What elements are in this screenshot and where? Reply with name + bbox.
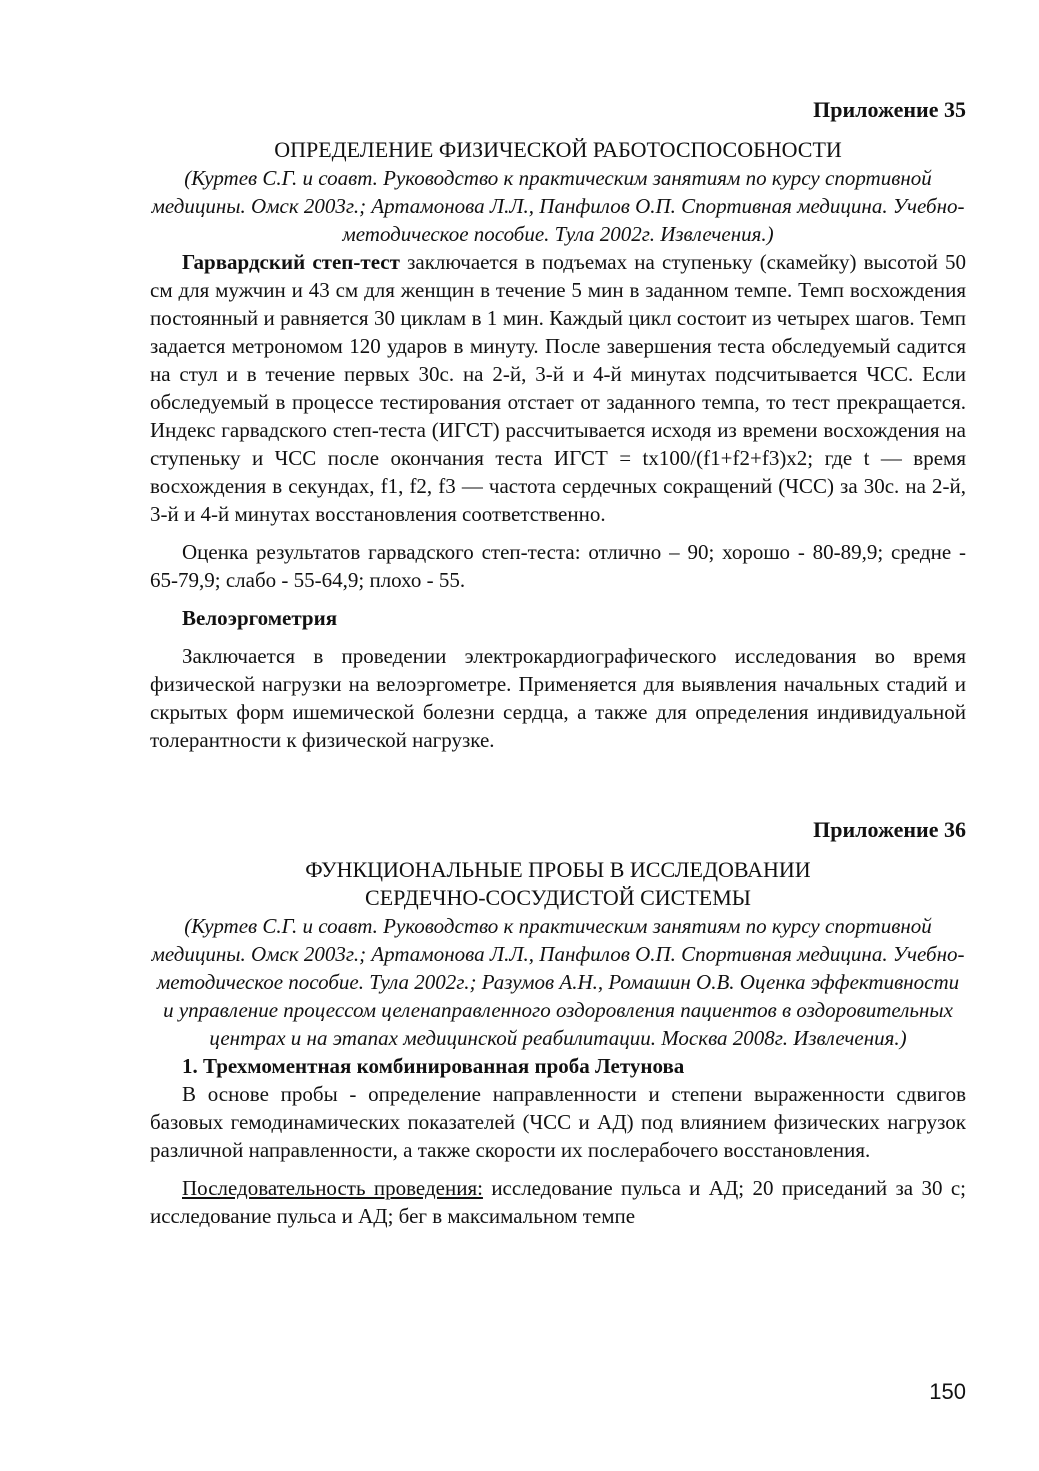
appendix-36-title-line2: СЕРДЕЧНО-СОСУДИСТОЙ СИСТЕМЫ bbox=[365, 885, 751, 910]
harvard-step-test-term: Гарвардский степ-тест bbox=[182, 250, 400, 274]
veloergometry-paragraph: Заключается в проведении электрокардиографического исследования во время физической нагрузки на велоэргометре. Применяется для выявления начальных стадий и скрытых форм ишемической болезни сердца, а также для определения индивидуальной толерантности к физической нагрузке. bbox=[150, 644, 966, 752]
appendix-36-source: (Куртев С.Г. и соавт. Руководство к практическим занятиям по курсу спортивной медицины. Омск 2003г.; Артамонова Л.Л., Панфилов О.П. Спортивная медицина. Учебно-методическое пособие. Тула 2002г.; Разумов А.Н., Ромашин О.В. Оценка эффективности и управление процессом целенаправленного оздоровления пациентов в оздоровительных центрах и на этапах медицинской реабилитации. Москва 2008г. Извлечения.) bbox=[151, 914, 965, 1050]
page-content bbox=[150, 96, 966, 1230]
harvard-step-test-paragraph bbox=[150, 248, 966, 528]
appendix-36-label: Приложение 36 bbox=[813, 817, 966, 842]
appendix-35-title: ОПРЕДЕЛЕНИЕ ФИЗИЧЕСКОЙ РАБОТОСПОСОБНОСТИ bbox=[274, 137, 842, 162]
sequence-paragraph bbox=[150, 1174, 966, 1230]
letunov-test-paragraph: В основе пробы - определение направленности и степени выраженности сдвигов базовых гемодинамических показателей (ЧСС и АД) под влиянием физических нагрузок различной направленности, а также скорости их послерабочего восстановления. bbox=[150, 1082, 966, 1162]
veloergometry-heading: Велоэргометрия bbox=[182, 606, 338, 630]
appendix-35-source: (Куртев С.Г. и соавт. Руководство к практическим занятиям по курсу спортивной медицины. Омск 2003г.; Артамонова Л.Л., Панфилов О.П. Спортивная медицина. Учебно-методическое пособие. Тула 2002г. Извлечения.) bbox=[151, 166, 965, 246]
appendix-36-title-line1: ФУНКЦИОНАЛЬНЫЕ ПРОБЫ В ИССЛЕДОВАНИИ bbox=[305, 857, 811, 882]
page-number: 150 bbox=[929, 1379, 966, 1404]
harvard-step-test-text: заключается в подъемах на ступеньку (скамейку) высотой 50 см для мужчин и 43 см для женщин в течение 5 мин в заданном темпе. Темп восхождения постоянный и равняется 30 циклам в 1 мин. Каждый цикл состоит из четырех шагов. Темп задается метрономом 120 ударов в минуту. После завершения теста обследуемый садится на стул и в течение первых 30с. на 2-й, 3-й и 4-й минутах подсчитывается ЧСС. Если обследуемый в процессе тестирования отстает от заданного темпа, то тест прекращается. Индекс гарвадского степ-теста (ИГСТ) рассчитывается исходя из времени восхождения на ступеньку и ЧСС после окончания теста ИГСТ = tх100/(f1+f2+f3)х2; где t — время восхождения в секундах, f1, f2, f3 — частота сердечных сокращений (ЧСС) за 30с. на 2-й, 3-й и 4-й минутах восстановления соответственно. bbox=[150, 250, 967, 526]
letunov-test-heading: 1. Трехмоментная комбинированная проба Летунова bbox=[182, 1054, 685, 1078]
sequence-text: исследование пульса и АД; 20 приседаний за 30 с; исследование пульса и АД; бег в максимальном темпе bbox=[150, 1176, 966, 1228]
evaluation-paragraph: Оценка результатов гарвадского степ-теста: отлично – 90; хорошо - 80-89,9; средне - 65-79,9; слабо - 55-64,9; плохо - 55. bbox=[150, 540, 966, 592]
appendix-35-label: Приложение 35 bbox=[813, 97, 966, 122]
sequence-label: Последовательность проведения: bbox=[182, 1176, 483, 1200]
section-spacer bbox=[150, 754, 966, 816]
